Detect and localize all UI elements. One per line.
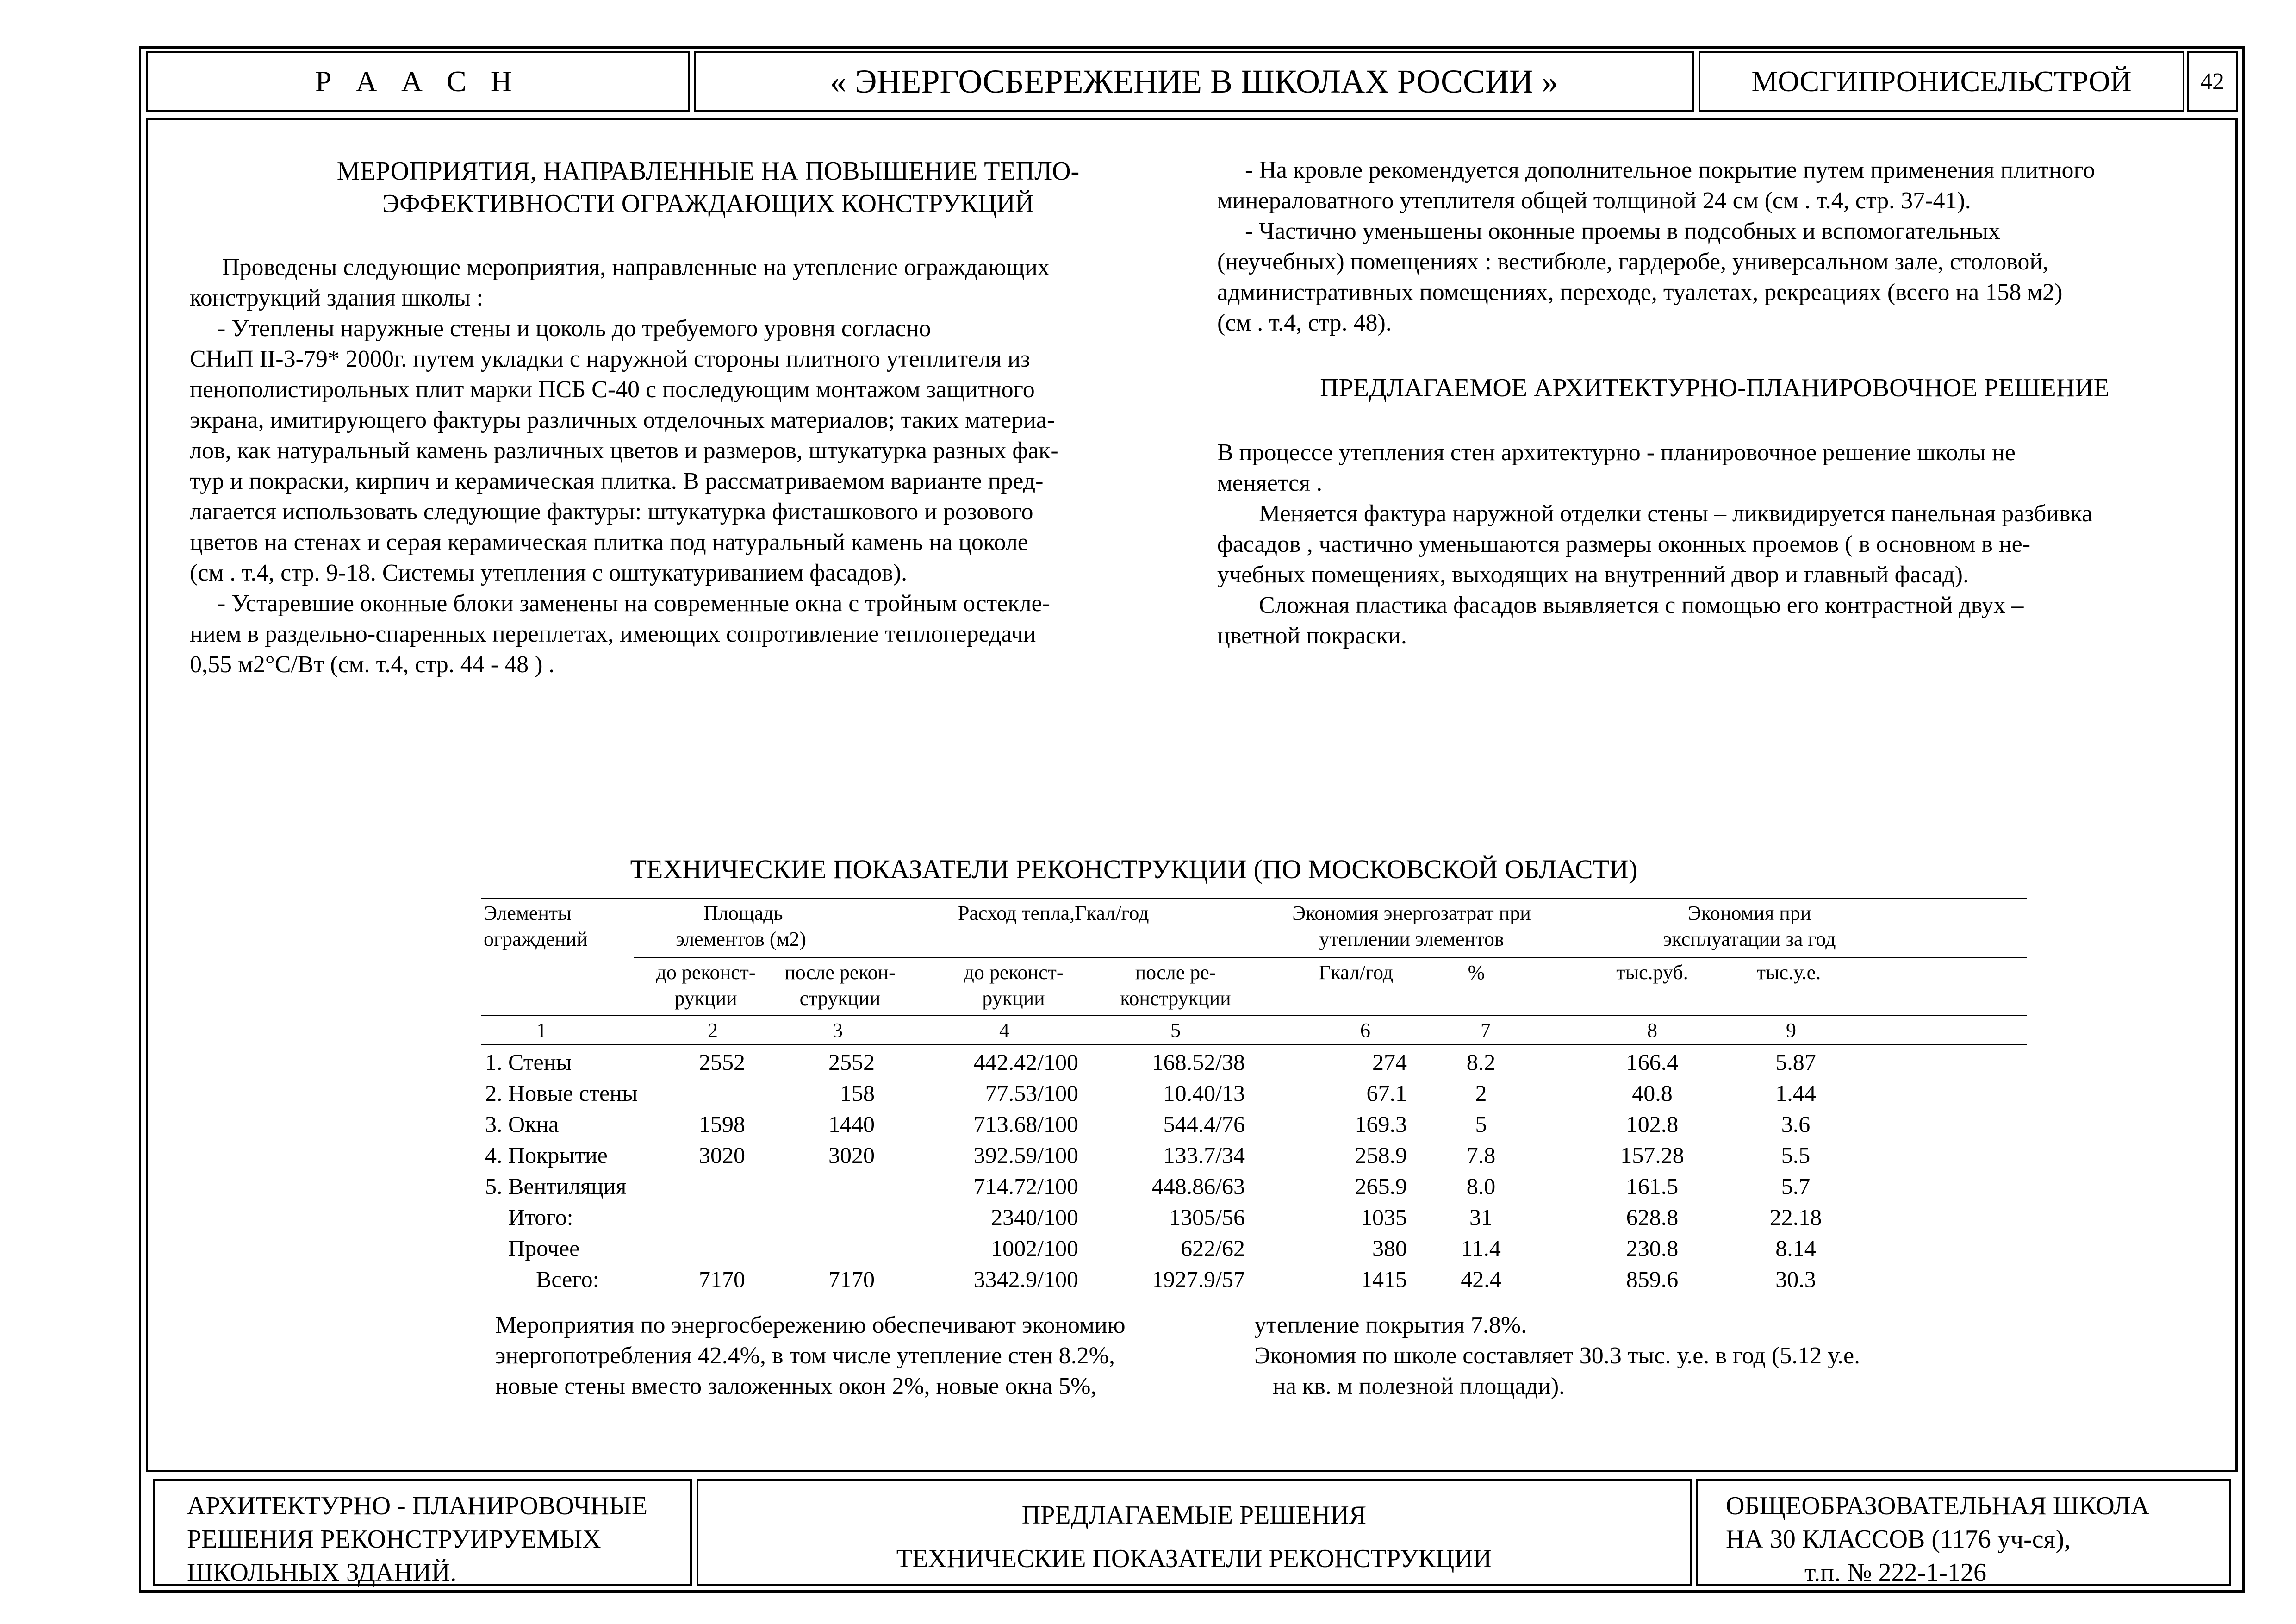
table-cell: 158	[840, 1080, 875, 1106]
header-left: Р А А С Н	[146, 51, 690, 112]
table-cell: 5.7	[1781, 1173, 1811, 1199]
table-cell: 3342.9/100	[973, 1266, 1078, 1292]
text-line: - На кровле рекомендуется дополнительное покрытие путем применения плитного	[1245, 157, 2095, 183]
text-line: на кв. м полезной площади).	[1273, 1373, 1565, 1399]
left-section-title	[199, 155, 1217, 220]
footer-line: ШКОЛЬНЫХ ЗДАНИЙ.	[187, 1558, 457, 1587]
table-cell: 274	[1372, 1049, 1407, 1075]
table-cell: 67.1	[1366, 1080, 1407, 1106]
right-paragraph-1	[1217, 155, 2212, 216]
header-right: МОСГИПРОНИСЕЛЬСТРОЙ	[1699, 51, 2184, 112]
footer-line: ПРЕДЛАГАЕМЫЕ РЕШЕНИЯ	[1021, 1501, 1367, 1530]
header-text: Площадь	[703, 902, 783, 924]
table-cell: 133.7/34	[1163, 1142, 1245, 1168]
sub-after-heat	[1106, 960, 1245, 1012]
text-line: В процессе утепления стен архитектурно - планировочное решение школы не	[1217, 439, 2016, 466]
text-line: СНиП II-3-79* 2000г. путем укладки с наружной стороны плитного утеплителя из	[190, 346, 1030, 372]
sub-gcal: Гкал/год	[1319, 961, 1394, 984]
sub-ue: тыс.у.е.	[1756, 961, 1821, 984]
table-cell: 859.6	[1626, 1266, 1679, 1292]
right-paragraph-4	[1217, 499, 2212, 590]
text-line: лагается использовать следующие фактуры: штукатурка фисташкового и розового	[190, 499, 1033, 525]
table-cell: 714.72/100	[973, 1173, 1078, 1199]
table-cell: 3020	[699, 1142, 745, 1168]
footer-line: ТЕХНИЧЕСКИЕ ПОКАЗАТЕЛИ РЕКОНСТРУКЦИИ	[896, 1544, 1492, 1573]
table-cell: 40.8	[1632, 1080, 1673, 1106]
table-cell: 8.14	[1775, 1235, 1816, 1261]
table-cell: 22.18	[1769, 1204, 1822, 1230]
text-line: 0,55 м2°С/Вт (см. т.4, стр. 44 - 48 ) .	[190, 651, 555, 678]
table-title: ТЕХНИЧЕСКИЕ ПОКАЗАТЕЛИ РЕКОНСТРУКЦИИ (ПО МОСКОВСКОЙ ОБЛАСТИ)	[630, 854, 1638, 884]
header-text: до реконст-	[964, 961, 1064, 984]
table-cell: 7.8	[1466, 1142, 1496, 1168]
sub-before-area	[643, 960, 768, 1012]
table-cell: 258.9	[1355, 1142, 1407, 1168]
row-label: Прочее	[508, 1235, 580, 1261]
header-text: Экономия при	[1687, 902, 1811, 924]
text-line: минераловатного утеплителя общей толщиной 24 см (см . т.4, стр. 37-41).	[1217, 187, 1971, 214]
footer-line: т.п. № 222-1-126	[1804, 1558, 1986, 1587]
left-paragraph-1	[190, 252, 1208, 313]
text-line: лов, как натуральный камень различных цветов и размеров, штукатурка разных фак-	[190, 437, 1058, 464]
table-cell: 1035	[1361, 1204, 1407, 1230]
table-cell: 3020	[828, 1142, 875, 1168]
table-cell: 2552	[699, 1049, 745, 1075]
table-cell: 5	[1475, 1111, 1487, 1137]
header-text: ограждений	[484, 928, 588, 950]
col-number: 1	[536, 1019, 547, 1042]
table-cell: 1415	[1361, 1266, 1407, 1292]
header-text: до реконст-	[656, 961, 756, 984]
header-heat: Расход тепла,Гкал/год	[958, 902, 1149, 924]
text-line: пенополистирольных плит марки ПСБ С-40 с последующим монтажом защитного	[190, 376, 1035, 403]
text-line: экрана, имитирующего фактуры различных отделочных материалов; таких материа-	[190, 407, 1055, 433]
text-line: фасадов , частично уменьшаются размеры оконных проемов ( в основном в не-	[1217, 531, 2031, 557]
table-cell: 380	[1372, 1235, 1407, 1261]
row-label: 5. Вентиляция	[485, 1173, 627, 1199]
table-cell: 442.42/100	[973, 1049, 1078, 1075]
table-cell: 102.8	[1626, 1111, 1679, 1137]
col-number: 7	[1481, 1019, 1491, 1042]
header-energy	[1259, 900, 1564, 952]
sub-after-area	[773, 960, 907, 1012]
left-title-line1: МЕРОПРИЯТИЯ, НАПРАВЛЕННЫЕ НА ПОВЫШЕНИЕ ТЕПЛО-	[336, 157, 1080, 186]
table-cell: 5.5	[1781, 1142, 1811, 1168]
table-cell: 265.9	[1355, 1173, 1407, 1199]
table-cell: 448.86/63	[1151, 1173, 1245, 1199]
row-label: 3. Окна	[485, 1111, 559, 1137]
col-number: 4	[999, 1019, 1009, 1042]
table-cell: 42.4	[1461, 1266, 1501, 1292]
table-cell: 544.4/76	[1163, 1111, 1245, 1137]
header-text: Экономия энергозатрат при	[1292, 902, 1531, 924]
col-number: 6	[1360, 1019, 1370, 1042]
table-cell: 1.44	[1775, 1080, 1816, 1106]
text-line: новые стены вместо заложенных окон 2%, новые окна 5%,	[495, 1373, 1097, 1399]
summary-left	[495, 1310, 1282, 1402]
text-line: (неучебных) помещениях : вестибюле, гардеробе, универсальном зале, столовой,	[1217, 249, 2049, 275]
text-line: Меняется фактура наружной отделки стены – ликвидируется панельная разбивка	[1259, 500, 2093, 527]
sub-rub: тыс.руб.	[1616, 961, 1688, 984]
table-cell: 1927.9/57	[1151, 1266, 1245, 1292]
page-number: 42	[2187, 51, 2238, 112]
header-text: утеплении элементов	[1319, 928, 1504, 950]
table-top-rule	[481, 898, 2027, 899]
footer-center	[697, 1479, 1692, 1586]
header-text: рукции	[982, 987, 1045, 1010]
footer-line: АРХИТЕКТУРНО - ПЛАНИРОВОЧНЫЕ	[187, 1492, 648, 1520]
table-cell: 157.28	[1620, 1142, 1684, 1168]
table-subheader-rule	[481, 1015, 2027, 1016]
table-cell: 7170	[828, 1266, 875, 1292]
text-line: Проведены следующие мероприятия, направленные на утепление ограждающих	[222, 254, 1050, 281]
header-area	[676, 900, 806, 952]
table-cell: 5.87	[1775, 1049, 1816, 1075]
table-cell: 2	[1475, 1080, 1487, 1106]
right-paragraph-2	[1217, 216, 2212, 338]
header-elements	[484, 900, 588, 952]
table-cell: 31	[1469, 1204, 1493, 1230]
header-text: струкции	[799, 987, 881, 1010]
text-line: тур и покраски, кирпич и керамическая плитка. В рассматриваемом варианте пред-	[190, 468, 1044, 494]
text-line: цветной покраски.	[1217, 623, 1407, 649]
right-section-title: ПРЕДЛАГАЕМОЕ АРХИТЕКТУРНО-ПЛАНИРОВОЧНОЕ РЕШЕНИЕ	[1320, 374, 2109, 402]
table-cell: 169.3	[1355, 1111, 1407, 1137]
col-number: 5	[1170, 1019, 1181, 1042]
text-line: Сложная пластика фасадов выявляется с помощью его контрастной двух –	[1259, 592, 2024, 618]
col-number: 8	[1647, 1019, 1657, 1042]
table-cell: 392.59/100	[973, 1142, 1078, 1168]
left-paragraph-2	[190, 313, 1208, 588]
sub-pct: %	[1468, 961, 1485, 984]
table-cell: 166.4	[1626, 1049, 1679, 1075]
table-cell: 8.0	[1466, 1173, 1496, 1199]
table-cell: 168.52/38	[1151, 1049, 1245, 1075]
row-label: 4. Покрытие	[485, 1142, 608, 1168]
text-line: административных помещениях, переходе, туалетах, рекреациях (всего на 158 м2)	[1217, 279, 2063, 306]
table-cell: 2552	[828, 1049, 875, 1075]
table-cell: 1598	[699, 1111, 745, 1137]
summary-right	[1254, 1310, 2041, 1402]
text-line: учебных помещениях, выходящих на внутренний двор и главный фасад).	[1217, 562, 1969, 588]
header-text: конструкции	[1120, 987, 1231, 1010]
table-cell: 230.8	[1626, 1235, 1679, 1261]
text-line: (см . т.4, стр. 48).	[1217, 310, 1392, 336]
table-cell: 8.2	[1466, 1049, 1496, 1075]
table-cell: 10.40/13	[1163, 1080, 1245, 1106]
text-line: (см . т.4, стр. 9-18. Системы утепления с оштукатуриванием фасадов).	[190, 560, 908, 586]
footer-line: ОБЩЕОБРАЗОВАТЕЛЬНАЯ ШКОЛА	[1726, 1492, 2150, 1520]
text-line: Мероприятия по энергосбережению обеспечивают экономию	[495, 1312, 1126, 1338]
header-text: после ре-	[1135, 961, 1216, 984]
right-paragraph-5	[1217, 590, 2212, 651]
text-line: Экономия по школе составляет 30.3 тыс. у.е. в год (5.12 у.е.	[1254, 1343, 1860, 1369]
text-line: утепление покрытия 7.8%.	[1254, 1312, 1527, 1338]
table-cell: 3.6	[1781, 1111, 1811, 1137]
table-cell: 30.3	[1775, 1266, 1816, 1292]
header-text: Элементы	[484, 902, 572, 924]
col-number: 2	[708, 1019, 718, 1042]
row-label: 2. Новые стены	[485, 1080, 638, 1106]
table-cell: 1305/56	[1169, 1204, 1245, 1230]
left-title-line2: ЭФФЕКТИВНОСТИ ОГРАЖДАЮЩИХ КОНСТРУКЦИЙ	[382, 189, 1034, 218]
footer-line: НА 30 КЛАССОВ (1176 уч-ся),	[1726, 1525, 2071, 1554]
text-line: цветов на стенах и серая керамическая плитка под натуральный камень на цоколе	[190, 529, 1028, 556]
table-cell: 622/62	[1181, 1235, 1245, 1261]
footer-line: РЕШЕНИЯ РЕКОНСТРУИРУЕМЫХ	[187, 1525, 601, 1554]
text-line: конструкций здания школы :	[190, 285, 483, 311]
header-economy	[1620, 900, 1879, 952]
text-line: - Утеплены наружные стены и цоколь до требуемого уровня согласно	[218, 315, 931, 342]
header-center: « ЭНЕРГОСБЕРЕЖЕНИЕ В ШКОЛАХ РОССИИ »	[694, 51, 1694, 112]
header-text: после рекон-	[784, 961, 896, 984]
text-line: меняется .	[1217, 470, 1323, 496]
left-paragraph-3	[190, 588, 1208, 680]
sub-before-heat	[944, 960, 1083, 1012]
table-cell: 2340/100	[991, 1204, 1078, 1230]
row-label: Всего:	[536, 1266, 599, 1292]
table-cell: 1002/100	[991, 1235, 1078, 1261]
table-cell: 77.53/100	[985, 1080, 1078, 1106]
table-cell: 7170	[699, 1266, 745, 1292]
table-cell: 161.5	[1626, 1173, 1679, 1199]
table-cell: 713.68/100	[973, 1111, 1078, 1137]
text-line: - Частично уменьшены оконные проемы в подсобных и вспомогательных	[1245, 218, 2001, 244]
header-text: элементов (м2)	[676, 928, 807, 950]
table-colnum-rule	[481, 1044, 2027, 1045]
table-cell: 1440	[828, 1111, 875, 1137]
header-text: эксплуатации за год	[1663, 928, 1836, 950]
text-line: энергопотребления 42.4%, в том числе утепление стен 8.2%,	[495, 1343, 1115, 1369]
text-line: - Устаревшие оконные блоки заменены на современные окна с тройным остекле-	[218, 590, 1050, 617]
table-cell: 11.4	[1461, 1235, 1501, 1261]
footer-left	[153, 1479, 692, 1586]
footer-right	[1696, 1479, 2231, 1586]
header-text: рукции	[674, 987, 737, 1010]
row-label: Итого:	[508, 1204, 573, 1230]
table-cell: 628.8	[1626, 1204, 1679, 1230]
row-label: 1. Стены	[485, 1049, 572, 1075]
col-number: 3	[833, 1019, 843, 1042]
right-paragraph-3	[1217, 437, 2212, 499]
col-number: 9	[1786, 1019, 1796, 1042]
table-header-rule	[634, 957, 2027, 958]
text-line: нием в раздельно-спаренных переплетах, имеющих сопротивление теплопередачи	[190, 621, 1036, 647]
